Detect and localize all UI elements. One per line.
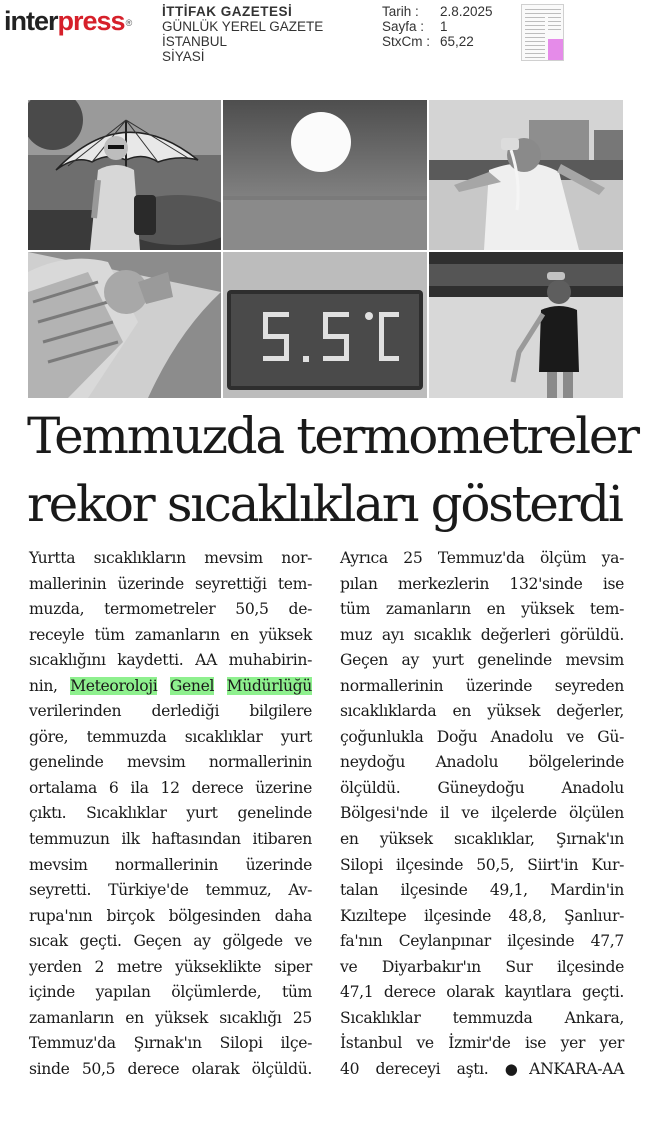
text-line: içinde yapılan ölçümlerde, tüm <box>29 983 312 1002</box>
article-column-2 <box>340 546 624 1082</box>
paper-type: GÜNLÜK YEREL GAZETE <box>162 19 324 34</box>
text-line: tüm zamanların en yüksek tem- <box>340 600 624 619</box>
thumbnail-article-highlight <box>548 39 564 61</box>
text-line: Silopi ilçesinde 50,5, Siirt'in Kur- <box>340 855 624 874</box>
photo-man-pouring-water <box>429 100 623 250</box>
text-line: sinde 50,5 derece olarak ölçüldü. <box>29 1059 312 1078</box>
photo-collage <box>28 100 623 398</box>
logo-registered-mark: ® <box>125 18 133 28</box>
headline-line-2: rekor sıcaklıkları gösterdi <box>27 475 622 533</box>
clipping-meta <box>382 4 493 49</box>
text-line: seyretti. Türkiye'de temmuz, Av- <box>29 881 312 900</box>
text-line: Kızıltepe ilçesinde 48,8, Şanlıur- <box>340 906 624 925</box>
headline-line-1: Temmuzda termometreler <box>27 407 638 465</box>
text-fragment: nin, <box>29 676 71 695</box>
photo-umbrella-woman <box>28 100 221 250</box>
dateline: ANKARA-AA <box>529 1059 624 1078</box>
text-line: talan ilçesinde 49,1, Mardin'in <box>340 881 624 900</box>
logo-inter-text: inter <box>4 6 58 36</box>
text-line: sıcaklıklarda en yüksek değerler, <box>340 702 624 721</box>
text-line: en yüksek sıcaklıklar, Şırnak'ın <box>340 830 624 849</box>
photo-led-display <box>223 252 427 398</box>
text-line: göre, temmuzda sıcaklıklar yurt <box>29 727 312 746</box>
meta-key: Sayfa : <box>382 19 425 34</box>
text-line: verilerinden derlediği bilgilere <box>29 702 312 721</box>
logo-press-text: press <box>57 6 125 36</box>
text-line: rupa'nın birçok bölgesinden daha <box>29 906 312 925</box>
text-line: Temmuz'da Şırnak'ın Silopi ilçe- <box>29 1034 312 1053</box>
bullet-icon: ● <box>504 1059 530 1078</box>
text-line: Bölgesi'nde il ve ilçelerde ölçülen <box>340 804 624 823</box>
text-line: Sıcaklıklar temmuzda Ankara, <box>340 1008 624 1027</box>
paper-city: İSTANBUL <box>162 34 228 49</box>
text-line-dateline <box>340 1057 624 1083</box>
keyword-highlight: Genel <box>169 676 215 695</box>
page-thumbnail[interactable] <box>521 4 564 61</box>
text-line: Ayrıca 25 Temmuz'da ölçüm ya- <box>340 549 624 567</box>
article-column-1 <box>29 546 312 1082</box>
paper-category: SİYASİ <box>162 49 205 64</box>
text-line: yerden 2 metre yükseklikte siper <box>29 957 312 976</box>
meta-row-stxcm <box>382 34 493 49</box>
text-line: çoğunlukla Doğu Anadolu ve Gü- <box>340 727 624 746</box>
text-line: temmuzun ilk haftasından itibaren <box>29 830 312 849</box>
text-line-keywords <box>29 674 312 700</box>
text-line: ortalama 6 ila 12 derece üzerine <box>29 778 312 797</box>
text-line: muz ayı sıcaklık değerleri görüldü. <box>340 625 624 644</box>
keyword-highlight: Meteoroloji <box>70 676 158 695</box>
interpress-logo <box>4 6 132 38</box>
text-line: 47,1 derece olarak kayıtlara geçti. <box>340 983 624 1002</box>
text-line: sıcak geçti. Geçen ay gölgede ve <box>29 932 312 951</box>
text-line: Geçen ay yurt genelinde mevsim <box>340 651 624 670</box>
meta-value: 2.8.2025 <box>440 4 493 19</box>
photo-woman-bottle <box>429 252 623 398</box>
meta-row-page <box>382 19 493 34</box>
meta-key: StxCm : <box>382 34 431 49</box>
text-fragment: 40 dereceyi aştı. <box>340 1059 505 1078</box>
text-line: ve Diyarbakır'ın Sur ilçesinde <box>340 957 624 976</box>
keyword-highlight: Müdürlüğü <box>226 676 313 695</box>
text-line: fa'nın Ceylanpınar ilçesinde 47,7 <box>340 932 624 951</box>
text-line: zamanların en yüksek sıcaklığı 25 <box>29 1008 312 1027</box>
text-line: genelinde mevsim normallerinin <box>29 753 312 772</box>
text-line: receyle tüm zamanların en yüksek <box>29 625 312 644</box>
photo-man-drinking <box>28 252 221 398</box>
meta-row-date <box>382 4 493 19</box>
paper-name: İTTİFAK GAZETESİ <box>162 4 293 19</box>
text-line: İstanbul ve İzmir'de ise yer yer <box>340 1034 624 1053</box>
photo-sun <box>223 100 427 250</box>
text-line: mevsim normallerinin üzerinde <box>29 855 312 874</box>
text-line: çıktı. Sıcaklıklar yurt genelinde <box>29 804 312 823</box>
meta-value: 1 <box>440 19 448 34</box>
meta-value: 65,22 <box>440 34 474 49</box>
text-line: neydoğu Anadolu bölgelerinde <box>340 753 624 772</box>
publication-info <box>162 4 323 64</box>
text-line: ölçüldü. Güneydoğu Anadolu <box>340 778 624 797</box>
article-headline <box>27 402 638 538</box>
text-line: Yurtta sıcaklıkların mevsim nor- <box>29 549 312 567</box>
text-line: muzda, termometreler 50,5 de- <box>29 600 312 619</box>
text-line: pılan merkezlerin 132'sinde ise <box>340 574 624 593</box>
text-line: sıcaklığını kaydetti. AA muhabirin- <box>29 651 312 670</box>
meta-key: Tarih : <box>382 4 419 19</box>
text-line: mallerinin üzerinde seyrettiği tem- <box>29 574 312 593</box>
text-line: normallerinin üzerinde seyreden <box>340 676 624 695</box>
